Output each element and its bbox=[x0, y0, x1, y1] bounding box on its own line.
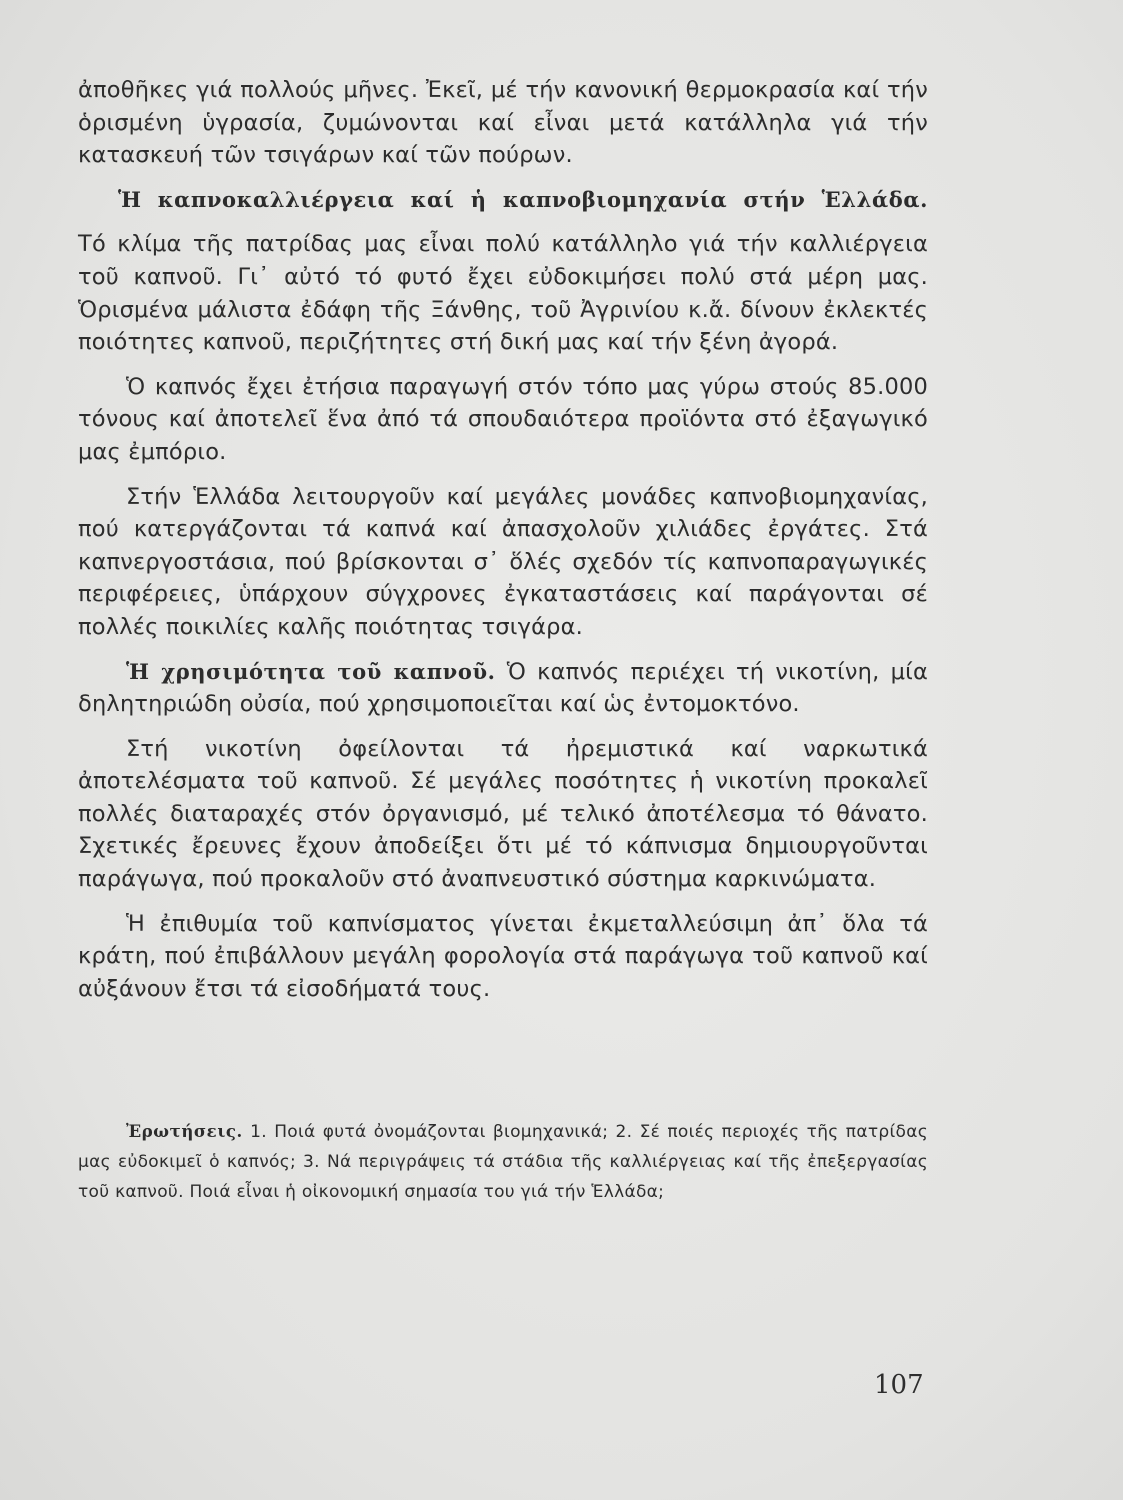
paragraph-taxation: Ἡ ἐπιθυμία τοῦ καπνίσματος γίνεται ἐκμεταλλεύσιμη ἀπ᾿ ὅλα τά κράτη, πού ἐπιβάλλουν μεγάλη φορολογία στά παράγωγα τοῦ καπνοῦ καί αὐξάνουν ἔτσι τά εἰσοδήματά τους. bbox=[78, 910, 928, 1002]
paragraph-climate: Τό κλίμα τῆς πατρίδας μας εἶναι πολύ κατάλληλο γιά τήν καλλιέργεια τοῦ καπνοῦ. Γι᾿ αὐτό τό φυτό ἔχει εὐδοκιμήσει πολύ στά μέρη μας. Ὁρισμένα μάλιστα ἐδάφη τῆς Ξάνθης, τοῦ Ἀγρινίου κ.ἄ. δίνουν ἐκλεκτές ποιότητες καπνοῦ, περιζήτητες στή δική μας καί τήν ξένη ἀγορά. bbox=[78, 231, 928, 356]
paragraph-nicotine: Στή νικοτίνη ὀφείλονται τά ἠρεμιστικά καί ναρκωτικά ἀποτελέσματα τοῦ καπνοῦ. Σέ μεγάλες ποσότητες ἡ νικοτίνη προκαλεῖ πολλές διαταραχές στόν ὀργανισμό, μέ τελικό ἀποτέλεσμα τό θάνατο. Σχετικές ἔρευνες ἔχουν ἀποδείξει ὅτι μέ τό κάπνισμα δημιουργοῦνται παράγωγα, πού προκαλοῦν στό ἀναπνευστικό σύστημα καρκινώματα. bbox=[78, 735, 928, 893]
questions-text: 1. Ποιά φυτά ὀνομάζονται βιομηχανικά; 2. Σέ ποιές περιοχές τῆς πατρίδας μας εὐδοκιμεῖ ὁ καπνός; 3. Νά περιγράψεις τά στάδια τῆς καλλιέργειας καί τῆς ἐπεξεργασίας τοῦ καπνοῦ. Ποιά εἶναι ἡ οἰκονομική σημασία του γιά τήν Ἑλλάδα; bbox=[78, 1122, 928, 1202]
continuation-paragraph: ἀποθῆκες γιά πολλούς μῆνες. Ἐκεῖ, μέ τήν κανονική θερμοκρασία καί τήν ὁρισμένη ὑγρασία, ζυμώνονται καί εἶναι μετά κατάλληλα γιά τήν κατασκευή τῶν τσιγάρων καί τῶν πούρων. bbox=[78, 77, 928, 169]
section-heading-usefulness: Ἡ χρησιμότητα τοῦ καπνοῦ. bbox=[126, 658, 496, 684]
questions-block bbox=[78, 1117, 928, 1207]
section-heading-text: Ἡ καπνοκαλλιέργεια καί ἡ καπνοβιομηχανία στήν Ἑλλάδα. bbox=[118, 186, 928, 212]
paragraph-production: Ὁ καπνός ἔχει ἐτήσια παραγωγή στόν τόπο μας γύρω στούς 85.000 τόνους καί ἀποτελεῖ ἕνα ἀπό τά σπουδαιότερα προϊόντα στό ἐξαγωγικό μας ἐμπόριο. bbox=[78, 373, 928, 465]
body-text bbox=[78, 74, 928, 1017]
paragraph-usefulness bbox=[78, 656, 928, 721]
paragraph-factories: Στήν Ἑλλάδα λειτουργοῦν καί μεγάλες μονάδες καπνοβιομηχανίας, πού κατεργάζονται τά καπνά καί ἀπασχολοῦν χιλιάδες ἐργάτες. Στά καπνεργοστάσια, πού βρίσκονται σ᾿ ὅλές σχεδόν τίς καπνοπαραγωγικές περιφέρειες, ὑπάρχουν σύγχρονες ἐγκαταστάσεις καί παράγονται σέ πολλές ποικιλίες καλῆς ποιότητας τσιγάρα. bbox=[78, 483, 928, 640]
page-number: 107 bbox=[874, 1370, 924, 1400]
usefulness-text: Ὁ καπνός περιέχει τή νικοτίνη, μία δηλητηριώδη οὐσία, πού χρησιμοποιεῖται καί ὡς ἐντομοκτόνο. bbox=[78, 658, 929, 718]
questions-label: Ἐρωτήσεις. bbox=[126, 1122, 243, 1141]
section-heading-tobacco-industry bbox=[78, 184, 928, 217]
